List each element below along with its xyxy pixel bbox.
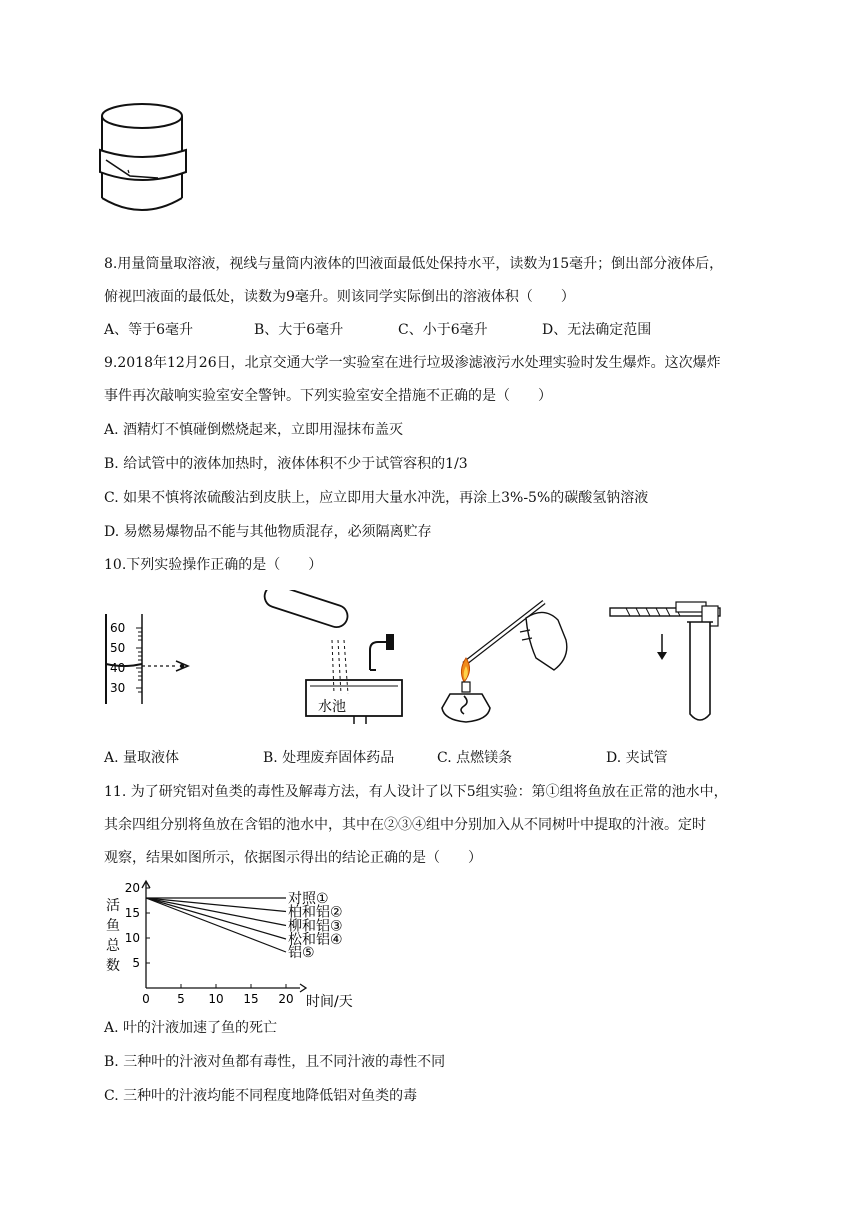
q10-option-c: C. 点燃镁条 xyxy=(437,750,513,766)
chart-y-label xyxy=(106,898,121,974)
series-label: 柳和铝③ xyxy=(288,918,343,935)
q10-option-d: D. 夹试管 xyxy=(606,750,668,766)
q9-option-a: A. 酒精灯不慎碰倒燃烧起来，立即用湿抹布盖灭 xyxy=(104,422,404,438)
series-label: 柏和铝② xyxy=(288,904,343,921)
q11-stem-line3: 观察，结果如图所示，依据图示得出的结论正确的是（ ） xyxy=(104,850,482,866)
cylinder-tick-30: 30 xyxy=(110,681,126,695)
fish-survival-chart xyxy=(100,878,390,1008)
sink-disposal-figure xyxy=(258,590,408,724)
y-tick-label: 10 xyxy=(124,931,140,945)
series-label: 铝⑤ xyxy=(288,945,315,961)
measuring-cylinder-figure xyxy=(96,610,206,710)
q10-option-b: B. 处理废弃固体药品 xyxy=(263,750,395,766)
q9-option-d: D. 易燃易爆物品不能与其他物质混存，必须隔离贮存 xyxy=(104,524,432,540)
chart-x-ticks xyxy=(142,984,293,1006)
q11-stem-line2: 其余四组分别将鱼放在含铝的池水中，其中在②③④组中分别加入从不同树叶中提取的汁液。定时 xyxy=(104,817,706,833)
sink-label: 水池 xyxy=(318,699,346,715)
series-label: 对照① xyxy=(288,891,329,907)
y-label-char: 总 xyxy=(106,938,120,954)
q11-option-a: A. 叶的汁液加速了鱼的死亡 xyxy=(104,1020,278,1036)
q8-option-d: D、无法确定范围 xyxy=(542,322,652,338)
series-label: 松和铝④ xyxy=(288,932,343,948)
x-axis-arrow-icon xyxy=(300,984,306,992)
chart-x-label: 时间/天 xyxy=(306,994,353,1008)
test-tube-holder-figure xyxy=(606,596,726,728)
q11-option-b: B. 三种叶的汁液对鱼都有毒性，且不同汁液的毒性不同 xyxy=(104,1054,446,1070)
q8-option-b: B、大于6毫升 xyxy=(254,322,344,338)
q8-option-c: C、小于6毫升 xyxy=(398,322,488,338)
q8-option-a: A、等于6毫升 xyxy=(104,322,194,338)
q9-option-b: B. 给试管中的液体加热时，液体体积不少于试管容积的1/3 xyxy=(104,456,468,472)
series-line xyxy=(146,898,286,926)
cylinder-tick-40: 40 xyxy=(110,661,126,675)
q10-stem: 10.下列实验操作正确的是（ ） xyxy=(104,557,323,573)
x-tick-label: 5 xyxy=(177,992,185,1006)
chart-series xyxy=(146,891,343,961)
y-tick-label: 20 xyxy=(124,881,140,895)
x-tick-label: 15 xyxy=(243,992,259,1006)
q10-option-a: A. 量取液体 xyxy=(104,750,180,766)
x-tick-label: 20 xyxy=(278,992,294,1006)
x-tick-label: 0 xyxy=(142,992,150,1006)
q9-option-c: C. 如果不慎将浓硫酸沾到皮肤上，应立即用大量水冲洗，再涂上3%-5%的碳酸氢钠溶液 xyxy=(104,490,649,506)
q8-stem-line2: 俯视凹液面的最低处，读数为9毫升。则该同学实际倒出的溶液体积（ ） xyxy=(104,289,575,305)
q9-stem-line1: 9.2018年12月26日，北京交通大学一实验室在进行垃圾渗滤液污水处理实验时发生爆炸。这次爆炸 xyxy=(104,355,721,371)
alcohol-lamp-figure xyxy=(434,596,574,728)
y-tick-label: 5 xyxy=(132,956,140,970)
x-tick-label: 10 xyxy=(208,992,224,1006)
cylinder-tick-60: 60 xyxy=(110,621,126,635)
series-line xyxy=(146,898,286,952)
y-tick-label: 15 xyxy=(124,906,140,920)
q11-stem-line1: 11. 为了研究铝对鱼类的毒性及解毒方法，有人设计了以下5组实验：第①组将鱼放在正常的池水中， xyxy=(104,784,728,800)
q11-option-c: C. 三种叶的汁液均能不同程度地降低铝对鱼类的毒 xyxy=(104,1088,418,1104)
cylinder-tick-50: 50 xyxy=(110,641,126,655)
y-label-char: 活 xyxy=(106,898,120,914)
y-label-char: 鱼 xyxy=(106,918,120,934)
q9-stem-line2: 事件再次敲响实验室安全警钟。下列实验室安全措施不正确的是（ ） xyxy=(104,388,552,404)
q8-stem-line1: 8.用量筒量取溶液，视线与量筒内液体的凹液面最低处保持水平，读数为15毫升；倒出部分液体后， xyxy=(104,256,724,272)
y-label-char: 数 xyxy=(106,958,120,974)
jar-band-figure xyxy=(96,98,196,220)
